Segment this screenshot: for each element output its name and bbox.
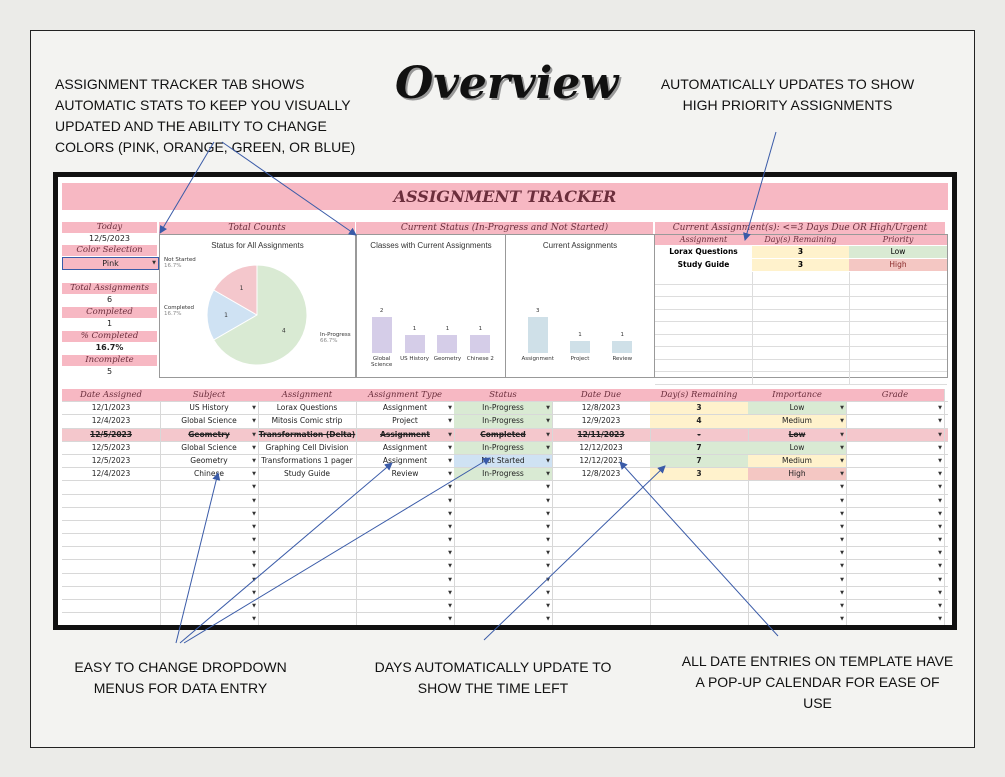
column-header: Grade [846,389,945,401]
dropdown-arrow-icon[interactable]: ▼ [252,537,256,544]
table-cell-subject[interactable]: Chinese ▼ [160,468,259,480]
dropdown-arrow-icon[interactable]: ▼ [546,418,550,425]
pie-slice-value: 4 [281,327,286,335]
dropdown-arrow-icon[interactable]: ▼ [252,484,256,491]
dropdown-arrow-icon[interactable]: ▼ [448,497,452,504]
table-cell-status[interactable]: In-Progress ▼ [454,415,553,427]
dropdown-arrow-icon[interactable]: ▼ [546,431,550,438]
table-cell-assigned[interactable]: 12/5/2023 [62,429,161,441]
dropdown-arrow-icon[interactable]: ▼ [546,603,550,609]
dropdown-arrow-icon[interactable]: ▼ [938,457,942,464]
dropdown-arrow-icon[interactable]: ▼ [448,457,452,464]
dropdown-arrow-icon[interactable]: ▼ [840,523,844,530]
table-cell-assignment: Lorax Questions [258,402,357,414]
table-cell-importance[interactable]: Medium ▼ [748,455,847,467]
bar-category-label: Assignment [521,356,554,362]
dropdown-arrow-icon[interactable]: ▼ [840,405,844,412]
table-cell-subject[interactable]: Global Science ▼ [160,442,259,454]
note-bottom-mid: DAYS AUTOMATICALLY UPDATE TO SHOW THE TIME LEFT [374,659,612,696]
dropdown-arrow-icon[interactable]: ▼ [546,523,550,530]
dropdown-arrow-icon[interactable]: ▼ [546,405,550,412]
table-cell-due[interactable]: 12/8/2023 [552,468,651,480]
priority-header-row: Assignment Day(s) Remaining Priority [655,235,947,245]
dropdown-arrow-icon[interactable]: ▼ [546,510,550,517]
pie-chart-title: Status for All Assignments [211,241,304,250]
table-cell-subject[interactable]: Global Science ▼ [160,415,259,427]
table-cell-assigned[interactable]: 12/1/2023 [62,402,161,414]
note-bottom-left: EASY TO CHANGE DROPDOWN MENUS FOR DATA ENTRY [74,659,287,696]
table-cell-days: 3 [650,468,749,480]
dropdown-arrow-icon[interactable]: ▼ [938,431,942,438]
table-cell-days: 3 [650,402,749,414]
table-cell-assigned[interactable]: 12/4/2023 [62,468,161,480]
dropdown-arrow-icon[interactable]: ▼ [546,471,550,478]
column-header: Assignment Type [356,389,455,401]
dropdown-arrow-icon[interactable]: ▼ [252,418,256,425]
dropdown-arrow-icon[interactable]: ▼ [448,576,452,583]
table-cell-status[interactable]: In-Progress ▼ [454,442,553,454]
dropdown-arrow-icon[interactable]: ▼ [448,484,452,491]
dropdown-arrow-icon[interactable]: ▼ [840,576,844,583]
table-cell-days: 7 [650,455,749,467]
dropdown-arrow-icon[interactable]: ▼ [938,523,942,530]
table-cell-type[interactable]: Review ▼ [356,468,455,480]
table-cell-importance[interactable]: Medium ▼ [748,415,847,427]
table-cell-assigned[interactable]: 12/5/2023 [62,442,161,454]
column-header: Importance [748,389,847,401]
dropdown-arrow-icon[interactable]: ▼ [938,537,942,544]
table-cell-type[interactable]: Assignment ▼ [356,442,455,454]
bar-value-label: 1 [620,332,625,338]
color-selection-value: Pink [102,259,119,268]
table-cell-due[interactable]: 12/9/2023 [552,415,651,427]
dropdown-arrow-icon[interactable]: ▼ [252,616,256,623]
total-assignments-value: 6 [106,295,113,304]
table-cell-importance[interactable]: Low ▼ [748,429,847,441]
dropdown-arrow-icon[interactable]: ▼ [448,616,452,623]
dropdown-arrow-icon[interactable]: ▼ [546,444,550,451]
table-cell-days: - [650,429,749,441]
completed-label: Completed [62,307,157,318]
bar-value-label: 1 [445,326,450,332]
dropdown-arrow-icon[interactable]: ▼ [938,418,942,425]
column-header: Subject [160,389,259,401]
dropdown-arrow-icon[interactable]: ▼ [448,418,452,425]
table-cell-type[interactable]: Assignment ▼ [356,455,455,467]
dropdown-arrow-icon[interactable]: ▼ [252,523,256,530]
dropdown-arrow-icon[interactable]: ▼ [840,616,844,623]
dropdown-arrow-icon[interactable]: ▼ [938,616,942,623]
dropdown-arrow-icon[interactable]: ▼ [448,563,452,570]
dropdown-arrow-icon[interactable]: ▼ [938,603,942,609]
table-cell-due[interactable]: 12/12/2023 [552,442,651,454]
dropdown-arrow-icon[interactable]: ▼ [546,497,550,504]
dropdown-arrow-icon[interactable]: ▼ [546,550,550,557]
table-cell-status[interactable]: Completed ▼ [454,429,553,441]
pie-label-not-started: Not Started 16.7% [164,257,196,269]
pie-slice-value: 1 [224,312,228,319]
table-cell-subject[interactable]: US History ▼ [160,402,259,414]
dropdown-arrow-icon[interactable]: ▼ [840,484,844,491]
bar-category-label: Global Science [370,356,393,368]
table-cell-type[interactable]: Assignment ▼ [356,429,455,441]
table-cell-assignment: Transformation (Delta) [258,429,357,441]
table-cell-importance[interactable]: High ▼ [748,468,847,480]
total-counts-header: Total Counts [159,222,355,234]
table-cell-status[interactable]: Not Started ▼ [454,455,553,467]
dropdown-arrow-icon[interactable]: ▼ [840,431,844,438]
table-cell-type[interactable]: Project ▼ [356,415,455,427]
dropdown-arrow-icon[interactable]: ▼ [546,563,550,570]
current-assignments-header: Current Assignment(s): <=3 Days Due OR High/Urgent [655,222,945,234]
dropdown-arrow-icon[interactable]: ▼ [252,444,256,451]
dropdown-arrow-icon[interactable]: ▼ [938,576,942,583]
incomplete-label: Incomplete [62,355,157,366]
bar-category-label: Geometry [433,356,462,362]
table-cell-status[interactable]: In-Progress ▼ [454,468,553,480]
dropdown-arrow-icon[interactable]: ▼ [840,550,844,557]
table-cell-days: 7 [650,442,749,454]
table-cell-subject[interactable]: Geometry ▼ [160,429,259,441]
dropdown-arrow-icon[interactable]: ▼ [546,537,550,544]
dropdown-arrow-icon[interactable]: ▼ [840,537,844,544]
dropdown-arrow-icon[interactable]: ▼ [252,563,256,570]
pie-label-completed: Completed 16.7% [164,305,194,317]
dropdown-arrow-icon[interactable]: ▼ [840,418,844,425]
column-header: Day(s) Remaining [650,389,749,401]
priority-row: Study Guide 3 High [655,259,947,271]
dropdown-arrow-icon[interactable]: ▼ [938,563,942,570]
table-cell-assignment: Mitosis Comic strip [258,415,357,427]
dropdown-arrow-icon[interactable]: ▼ [938,484,942,491]
bar-value-label: 1 [578,332,582,338]
bar-value-label: 1 [478,326,483,332]
page-title: Overview [395,58,619,109]
dropdown-arrow-icon[interactable]: ▼ [252,510,256,517]
dropdown-arrow-icon[interactable]: ▼ [252,603,256,609]
dropdown-arrow-icon[interactable]: ▼ [448,510,452,517]
sheet-title: ASSIGNMENT TRACKER [393,187,617,206]
dropdown-arrow-icon[interactable]: ▼ [840,510,844,517]
dropdown-arrow-icon[interactable]: ▼ [840,471,844,478]
note-top-left: ASSIGNMENT TRACKER TAB SHOWS AUTOMATIC STATS TO KEEP YOU VISUALLY UPDATED AND THE ABILITY TO CHANGE COLORS (PINK, ORANGE, GREEN, OR BLUE) [55,76,356,155]
dropdown-arrow-icon[interactable]: ▼ [448,550,452,557]
table-cell-assigned[interactable]: 12/5/2023 [62,455,161,467]
dropdown-arrow-icon[interactable]: ▼ [546,616,550,623]
today-value[interactable]: 12/5/2023 [88,234,131,243]
table-cell-due[interactable]: 12/11/2023 [552,429,651,441]
dropdown-arrow-icon[interactable]: ▼ [252,550,256,557]
dropdown-arrow-icon[interactable]: ▼ [938,444,942,451]
classes-chart-title: Classes with Current Assignments [370,241,492,250]
bar-category-label: Review [612,356,633,362]
dropdown-arrow-icon[interactable]: ▼ [448,589,452,596]
bar-value-label: 2 [379,308,384,314]
dropdown-arrow-icon[interactable]: ▼ [546,457,550,464]
dropdown-arrow-icon[interactable]: ▼ [938,589,942,596]
dropdown-arrow-icon[interactable]: ▼ [546,484,550,491]
total-assignments-label: Total Assignments [62,283,157,294]
current-assignments-chart-title: Current Assignments [542,241,618,250]
dropdown-arrow-icon[interactable]: ▼ [938,497,942,504]
dropdown-arrow-icon[interactable]: ▼ [252,471,256,478]
table-cell-importance[interactable]: Low ▼ [748,442,847,454]
dropdown-arrow-icon[interactable]: ▼ [840,603,844,609]
dropdown-arrow-icon[interactable]: ▼ [840,457,844,464]
dropdown-arrow-icon[interactable]: ▼ [448,603,452,609]
table-cell-days: 4 [650,415,749,427]
dropdown-arrow-icon[interactable]: ▼ [252,576,256,583]
table-cell-assignment: Transformations 1 pager [258,455,357,467]
dropdown-arrow-icon[interactable]: ▼ [448,444,452,451]
bar-category-label: Chinese 2 [466,356,494,362]
dropdown-arrow-icon[interactable]: ▼ [252,497,256,504]
note-bottom-right: ALL DATE ENTRIES ON TEMPLATE HAVE A POP-UP CALENDAR FOR EASE OF USE [681,653,954,711]
dropdown-arrow-icon[interactable]: ▼ [938,405,942,412]
dropdown-arrow-icon[interactable]: ▼ [252,457,256,464]
dropdown-arrow-icon[interactable]: ▼ [938,510,942,517]
dropdown-arrow-icon[interactable]: ▼ [840,563,844,570]
dropdown-arrow-icon[interactable]: ▼ [448,405,452,412]
note-top-right: AUTOMATICALLY UPDATES TO SHOW HIGH PRIORITY ASSIGNMENTS [660,76,915,113]
pct-completed-label: % Completed [62,331,157,342]
pie-slice-value: 1 [239,285,244,293]
column-header: Date Assigned [62,389,161,401]
dropdown-arrow-icon[interactable]: ▼ [938,550,942,557]
column-header: Assignment [258,389,357,401]
dropdown-arrow-icon[interactable]: ▼ [840,444,844,451]
table-cell-importance[interactable]: Low ▼ [748,402,847,414]
dropdown-arrow-icon[interactable]: ▼ [546,576,550,583]
pie-label-in-progress: In-Progress 66.7% [320,332,351,344]
table-cell-due[interactable]: 12/8/2023 [552,402,651,414]
current-status-header: Current Status (In-Progress and Not Started) [356,222,653,234]
column-header: Date Due [552,389,651,401]
color-selection-label: Color Selection [62,245,157,256]
dropdown-arrow-icon[interactable]: ▼ [448,537,452,544]
dropdown-arrow-icon[interactable]: ▼ [448,431,452,438]
dropdown-arrow-icon[interactable]: ▼ [546,589,550,596]
column-header: Status [454,389,553,401]
table-cell-assignment: Graphing Cell Division [258,442,357,454]
dropdown-arrow-icon[interactable]: ▼ [252,405,256,412]
bar-category-label: Project [570,356,590,362]
table-cell-subject[interactable]: Geometry ▼ [160,455,259,467]
table-cell-assigned[interactable]: 12/4/2023 [62,415,161,427]
table-cell-type[interactable]: Assignment ▼ [356,402,455,414]
dropdown-arrow-icon[interactable]: ▼ [252,431,256,438]
pct-completed-value: 16.7% [95,343,124,352]
arrow-lines [160,132,778,643]
dropdown-arrow-icon: ▼ [152,260,156,266]
bar-value-label: 1 [412,326,417,332]
dropdown-arrow-icon[interactable]: ▼ [938,471,942,478]
table-cell-due[interactable]: 12/12/2023 [552,455,651,467]
completed-value: 1 [106,319,113,328]
bar-category-label: US History [400,356,429,362]
dropdown-arrow-icon[interactable]: ▼ [840,589,844,596]
incomplete-value: 5 [106,367,113,376]
today-label: Today [62,222,157,233]
priority-row: Lorax Questions 3 Low [655,246,947,258]
bar-value-label: 3 [535,308,540,314]
table-cell-status[interactable]: In-Progress ▼ [454,402,553,414]
dropdown-arrow-icon[interactable]: ▼ [448,471,452,478]
dropdown-arrow-icon[interactable]: ▼ [840,497,844,504]
dropdown-arrow-icon[interactable]: ▼ [252,589,256,596]
dropdown-arrow-icon[interactable]: ▼ [448,523,452,530]
table-cell-assignment: Study Guide [258,468,357,480]
